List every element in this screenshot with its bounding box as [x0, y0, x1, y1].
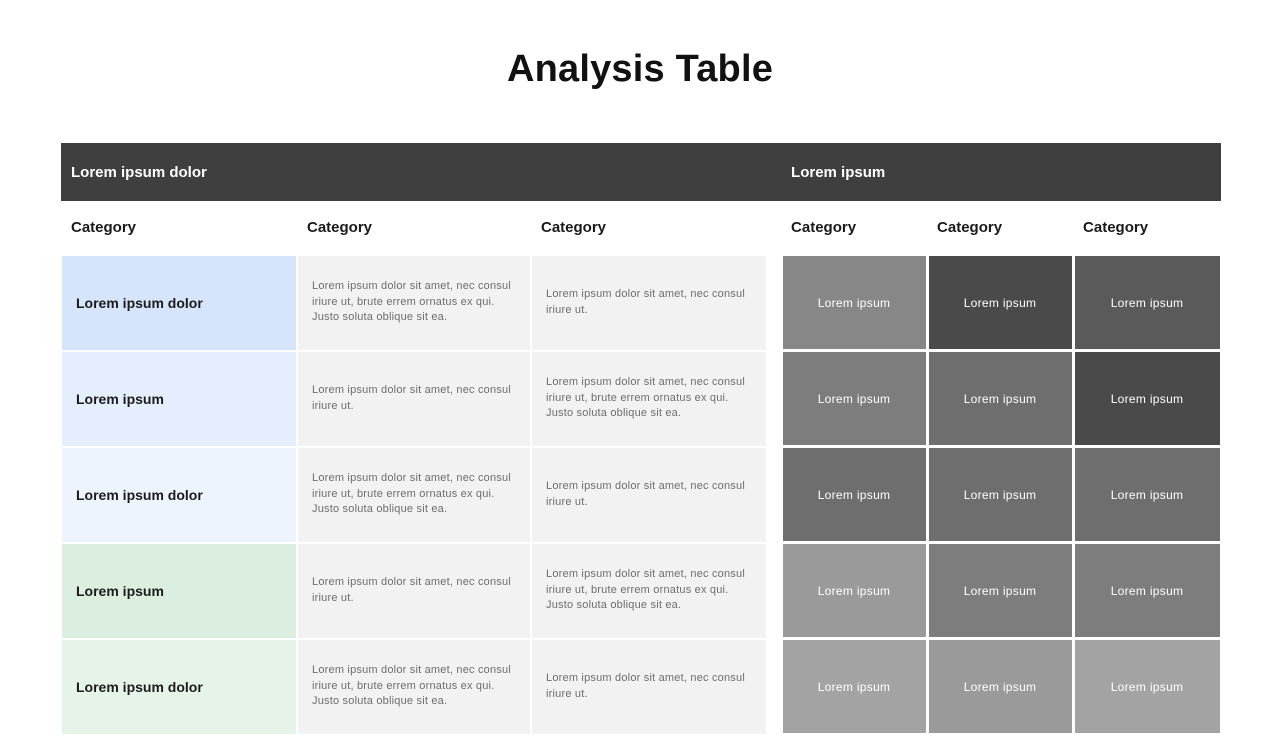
row-box-3: Lorem ipsum	[1073, 543, 1221, 639]
row-spacer	[767, 639, 781, 735]
row-description-2: Lorem ipsum dolor sit amet, nec consul iriure ut, brute errem ornatus ex qui. Justo soluta oblique sit ea.	[531, 543, 767, 639]
row-spacer	[767, 447, 781, 543]
column-header-4: Category	[781, 201, 927, 255]
row-description-2: Lorem ipsum dolor sit amet, nec consul iriure ut.	[531, 447, 767, 543]
row-box-1: Lorem ipsum	[781, 351, 927, 447]
row-label: Lorem ipsum dolor	[61, 639, 297, 735]
row-box-1: Lorem ipsum	[781, 447, 927, 543]
column-header-5: Category	[927, 201, 1073, 255]
page-title: Analysis Table	[506, 48, 774, 90]
table-row	[61, 543, 1221, 639]
row-box-2: Lorem ipsum	[927, 447, 1073, 543]
row-box-2: Lorem ipsum	[927, 255, 1073, 351]
row-box-3: Lorem ipsum	[1073, 255, 1221, 351]
header-spacer	[767, 201, 781, 255]
row-description-1: Lorem ipsum dolor sit amet, nec consul iriure ut, brute errem ornatus ex qui. Justo soluta oblique sit ea.	[297, 255, 531, 351]
table-band-row	[61, 143, 1221, 201]
row-description-2: Lorem ipsum dolor sit amet, nec consul iriure ut.	[531, 255, 767, 351]
row-box-3: Lorem ipsum	[1073, 639, 1221, 735]
analysis-table	[60, 143, 1223, 736]
column-header-6: Category	[1073, 201, 1221, 255]
row-label: Lorem ipsum	[61, 351, 297, 447]
column-header-2: Category	[297, 201, 531, 255]
table-row	[61, 351, 1221, 447]
column-header-3: Category	[531, 201, 767, 255]
row-box-2: Lorem ipsum	[927, 543, 1073, 639]
row-description-1: Lorem ipsum dolor sit amet, nec consul iriure ut.	[297, 351, 531, 447]
band-left-label: Lorem ipsum dolor	[61, 143, 781, 201]
row-label: Lorem ipsum dolor	[61, 255, 297, 351]
row-box-3: Lorem ipsum	[1073, 351, 1221, 447]
row-description-2: Lorem ipsum dolor sit amet, nec consul iriure ut, brute errem ornatus ex qui. Justo soluta oblique sit ea.	[531, 351, 767, 447]
row-label: Lorem ipsum	[61, 543, 297, 639]
row-description-1: Lorem ipsum dolor sit amet, nec consul iriure ut, brute errem ornatus ex qui. Justo soluta oblique sit ea.	[297, 639, 531, 735]
row-box-2: Lorem ipsum	[927, 351, 1073, 447]
table-row	[61, 255, 1221, 351]
table-row	[61, 639, 1221, 735]
row-spacer	[767, 351, 781, 447]
row-spacer	[767, 543, 781, 639]
category-header-row	[61, 201, 1221, 255]
analysis-table-wrapper	[60, 143, 1220, 736]
row-description-1: Lorem ipsum dolor sit amet, nec consul iriure ut, brute errem ornatus ex qui. Justo soluta oblique sit ea.	[297, 447, 531, 543]
row-box-2: Lorem ipsum	[927, 639, 1073, 735]
table-row	[61, 447, 1221, 543]
row-description-1: Lorem ipsum dolor sit amet, nec consul iriure ut.	[297, 543, 531, 639]
row-box-1: Lorem ipsum	[781, 543, 927, 639]
row-spacer	[767, 255, 781, 351]
column-header-1: Category	[61, 201, 297, 255]
row-box-1: Lorem ipsum	[781, 255, 927, 351]
row-box-1: Lorem ipsum	[781, 639, 927, 735]
row-box-3: Lorem ipsum	[1073, 447, 1221, 543]
row-label: Lorem ipsum dolor	[61, 447, 297, 543]
band-right-label: Lorem ipsum	[781, 143, 1221, 201]
row-description-2: Lorem ipsum dolor sit amet, nec consul iriure ut.	[531, 639, 767, 735]
